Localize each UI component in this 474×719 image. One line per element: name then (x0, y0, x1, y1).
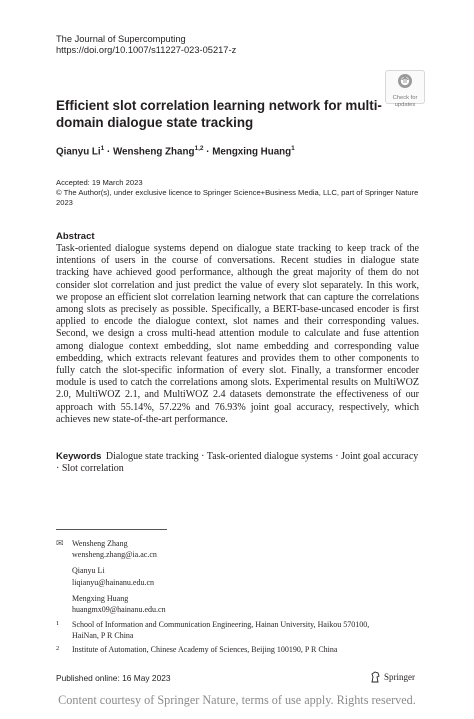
keywords-text: Dialogue state tracking · Task-oriented dialogue systems · Joint goal accuracy · Slot correlation (56, 451, 419, 475)
affiliation-line: Institute of Automation, Chinese Academy of Sciences, Beijing 100190, P R China (72, 645, 338, 654)
check-for-updates-line1: Check for (392, 95, 418, 101)
keywords-heading: Keywords (56, 451, 102, 462)
doi-link[interactable]: https://doi.org/10.1007/s11227-023-05217-z (56, 45, 237, 55)
author-name[interactable]: Qianyu Li (56, 146, 101, 158)
courtesy-footer: Content courtesy of Springer Nature, terms of use apply. Rights reserved. (58, 693, 416, 707)
article-meta (56, 178, 422, 208)
affiliation-number: 2 (56, 645, 60, 652)
author-affiliation-sup: 1 (100, 145, 105, 152)
affiliation-2 (72, 644, 402, 655)
envelope-icon: ✉ (56, 538, 64, 548)
check-for-updates-badge[interactable] (385, 70, 425, 108)
abstract-heading: Abstract (56, 231, 95, 242)
contact-email[interactable]: huangmx09@hainanu.edu.cn (72, 605, 166, 615)
abstract-text: Task-oriented dialogue systems depend on dialogue state tracking to keep track of the intentions of users in the course of conversations. Recent studies in dialogue state tracking have achieved good performance, although the great majority of them do not consider slot correlation and just predict the value of every slot separately. In this work, we propose an efficient slot correlation learning network that can capture the correlations among slots as precisely as possible. Specifically, a BERT-base-uncased encoder is first applied to encode the dialogue context, slot names and their corresponding values. Second, we design a cross multi-head attention module to calculate and fuse attention among dialogue context embedding, slot name embedding and corresponding value embedding, which extracts relevant features and provides them to other components to fully catch the slot-specific information of every slot. Finally, a transformer encoder module is used to catch the correlations among slots. Experimental results on MultiWOZ 2.0, MultiWOZ 2.1, and MultiWOZ 2.4 datasets demonstrate the effectiveness of our approach with 55.14%, 57.22% and 76.93% joint goal accuracy, respectively, which achieves new state-of-the-art performance. (56, 243, 419, 425)
crossmark-icon (397, 73, 413, 89)
author-list (56, 145, 295, 157)
author-separator: · (104, 146, 113, 158)
journal-name: The Journal of Supercomputing (56, 34, 186, 44)
keywords (56, 451, 419, 476)
publisher-name: Springer (384, 672, 415, 682)
affiliation-number: 1 (56, 620, 60, 627)
affiliation-1 (72, 619, 402, 641)
contact-name: Mengxing Huang (72, 593, 129, 603)
copyright-notice: © The Author(s), under exclusive licence to Springer Science+Business Media, LLC, part of Springer Nature 2023 (56, 188, 419, 207)
contact-name: Wensheng Zhang (72, 539, 128, 548)
springer-horse-icon (370, 671, 381, 683)
contact-name: Qianyu Li (72, 566, 105, 576)
author-affiliation-sup: 1 (291, 145, 295, 152)
accepted-date: Accepted: 19 March 2023 (56, 178, 143, 187)
journal-header (56, 34, 236, 56)
author-name[interactable]: Wensheng Zhang (112, 146, 195, 158)
affiliation-line: HaiNan, P R China (72, 631, 134, 641)
check-for-updates-line2: updates (394, 102, 416, 108)
contact-list (72, 538, 166, 615)
contact-email[interactable]: wensheng.zhang@ia.ac.cn (72, 550, 157, 560)
published-date: Published online: 16 May 2023 (56, 673, 171, 683)
contact-email[interactable]: liqianyu@hainanu.edu.cn (72, 577, 155, 587)
affiliation-line: School of Information and Communication Engineering, Hainan University, Haikou 570100, (72, 620, 370, 629)
footnote-divider (56, 529, 167, 530)
author-name[interactable]: Mengxing Huang (212, 146, 292, 158)
publisher-logo (370, 671, 415, 683)
author-affiliation-sup: 1,2 (194, 145, 204, 152)
paper-title: Efficient slot correlation learning network for multi-domain dialogue state tracking (56, 98, 382, 130)
author-separator: · (203, 146, 213, 158)
